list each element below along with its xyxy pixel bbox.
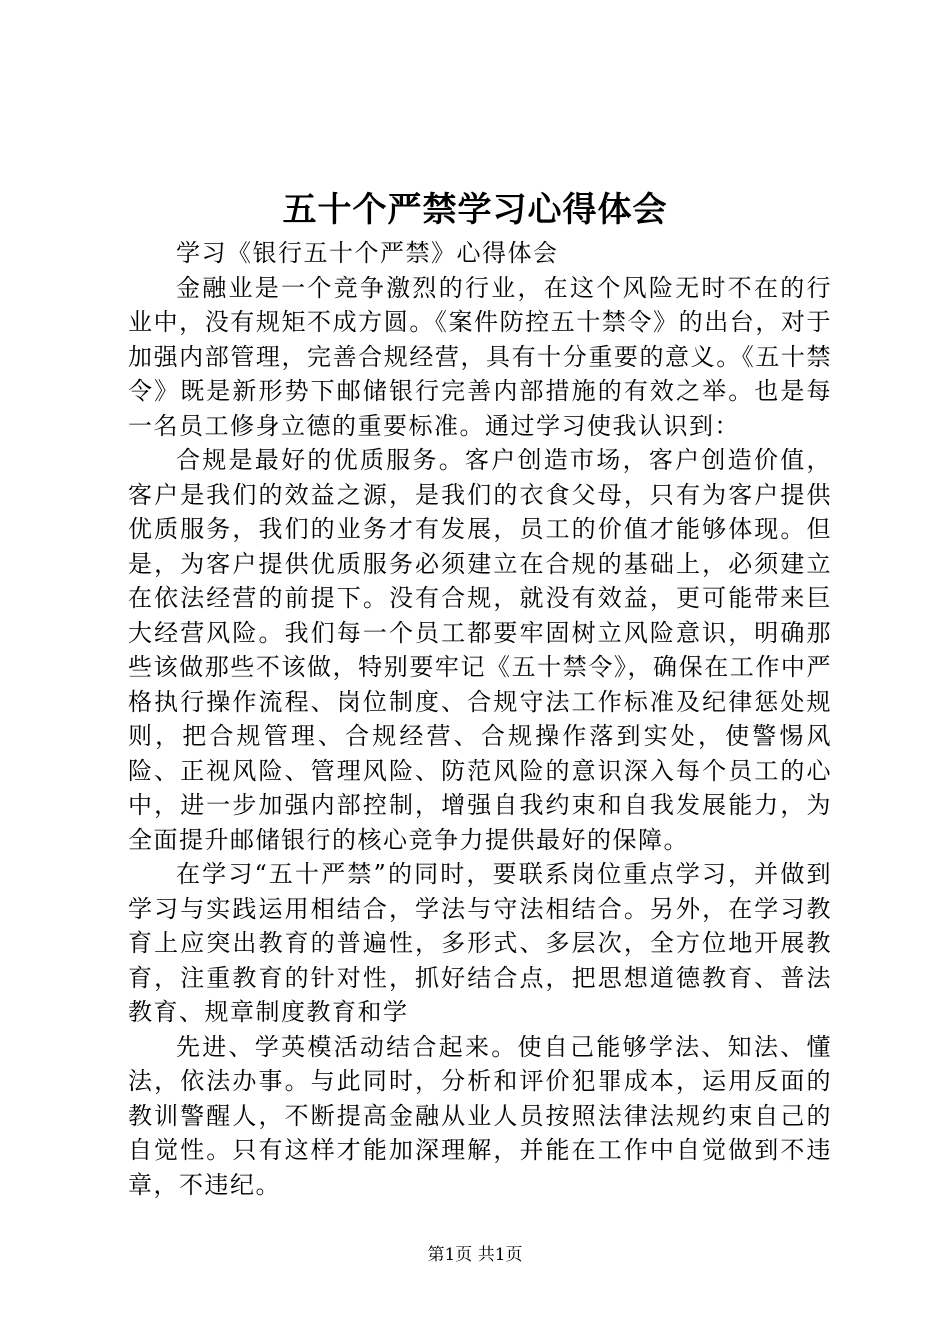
page-number-footer: 第1页 共1页 — [427, 1245, 523, 1265]
body-paragraph: 合规是最好的优质服务。客户创造市场，客户创造价值，客户是我们的效益之源，是我们的衣食父母，只有为客户提供优质服务，我们的业务才有发展，员工的价值才能够体现。但是，为客户提供优质服务必须建立在合规的基础上，必须建立在依法经营的前提下。没有合规，就没有效益，更可能带来巨大经营风险。我们每一个员工都要牢固树立风险意识，明确那些该做那些不该做，特别要牢记《五十禁令》，确保在工作中严格执行操作流程、岗位制度、合规守法工作标准及纪律惩处规则，把合规管理、合规经营、合规操作落到实处，使警惕风险、正视风险、管理风险、防范风险的意识深入每个员工的心中，进一步加强内部控制，增强自我约束和自我发展能力，为全面提升邮储银行的核心竞争力提供最好的保障。 — [128, 446, 832, 854]
subtitle-paragraph: 学习《银行五十个严禁》心得体会 — [176, 239, 559, 267]
document-title: 五十个严禁学习心得体会 — [282, 190, 668, 230]
body-paragraph: 在学习“五十严禁”的同时，要联系岗位重点学习，并做到学习与实践运用相结合，学法与守法相结合。另外，在学习教育上应突出教育的普遍性，多形式、多层次，全方位地开展教育，注重教育的针对性，抓好结合点，把思想道德教育、普法教育、规章制度教育和学 — [128, 860, 832, 1026]
document-body — [128, 236, 832, 1202]
body-paragraph: 先进、学英模活动结合起来。使自己能够学法、知法、懂法，依法办事。与此同时，分析和评价犯罪成本，运用反面的教训警醒人，不断提高金融从业人员按照法律法规约束自己的自觉性。只有这样才能加深理解，并能在工作中自觉做到不违章，不违纪。 — [128, 1032, 832, 1199]
body-paragraph: 金融业是一个竞争激烈的行业，在这个风险无时不在的行业中，没有规矩不成方圆。《案件防控五十禁令》的出台，对于加强内部管理，完善合规经营，具有十分重要的意义。《五十禁令》既是新形势下邮储银行完善内部措施的有效之举。也是每一名员工修身立德的重要标准。通过学习使我认识到： — [128, 273, 832, 440]
